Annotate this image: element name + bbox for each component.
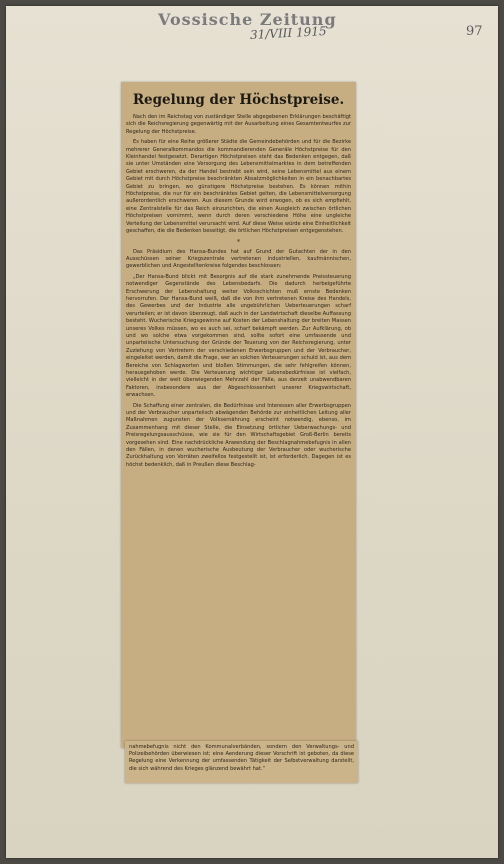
archive-page: [6, 6, 498, 858]
page-number: 97: [466, 24, 483, 39]
article-paragraph-5: Die Schaffung einer zentralen, die Bedürfnisse und Interessen aller Erwerbsgruppen und der Verbraucher unparteiisch abwägenden Behörde zur einheitlichen Leitung aller Maßnahmen zugunsten der Volksernährung erscheint notwendig, ebenso, im Zusammenhang mit dieser Stelle, die Einsetzung örtlicher Ueberwachungs- und Preisregelungsausschüsse, wie sie für den Wirtschaftsgebiet Groß-Berlin bereits vorgesehen sind. Eine nachdrückliche Anwendung der Beschlagnahmebefugnis in allen den Fällen, in denen wucherische Ausbeutung der Verbraucher oder wucherische Zurückhaltung von Vorräten zweifellos festgestellt ist, ist erforderlich. Dagegen ist es höchst bedenklich, daß in Preußen diese Beschlag-: [126, 402, 351, 468]
newspaper-clipping-continuation: [125, 741, 358, 783]
article-continuation: nahmebefugnis nicht den Kommunalverbänden, sondern den Verwaltungs- und Polizeibehörden überwiesen ist; eine Aenderung dieser Vorschrift ist geboten, da diese Regelung eine Verkennung der umfassenden Tätigkeit der Selbstverwaltung darstellt, die sich während des Krieges glänzend bewährt hat.“: [129, 744, 354, 772]
article-paragraph-4: „Der Hansa-Bund blickt mit Besorgnis auf die stark zunehmende Preissteuerung notwendiger Gegenstände des Lebensbedarfs. Die dadurch herbeigeführte Erschwerung der Lebenshaltung weiter Volksschichten muß ernste Bedenken hervorrufen. Der Hansa-Bund weiß, daß die von ihm vertretenen Kreise des Handels, des Gewerbes und der Industrie alle ungebührlichen Ueberteuerungen scharf verurteilen; er ist davon überzeugt, daß auch in der Landwirtschaft dieselbe Auffassung besteht. Wucherische Kriegsgewinne auf Kosten der Lebenshaltung der breiten Massen unseres Volkes müssen, wo es auch sei, scharf bekämpft werden. Zur Aufklärung, ob und wo solche etwa vorgekommen sind, sollte sofort eine umfassende und unparteiische Untersuchung der Gründe der Teuerung von der Reichsregierung, unter Zuziehung von Vertretern der verschiedenen Erwerbsgruppen und der Verbraucher, eingeleitet werden, damit die Frage, wer an solchen Verteuerungen schuld ist, aus dem Bereiche von Schlagworten und bloßen Stimmungen, die sehr fehlgreifen können, herausgehoben werde. Die Verteuerung wichtiger Lebensbedürfnisse ist vielfach, vielleicht in der weit überwiegenden Mehrzahl der Fälle, aus derzeit unabwendbaren Faktoren, insbesondere aus der Abgeschlossenheit unserer Kriegswirtschaft, erwachsen.: [126, 273, 351, 399]
handwritten-date: 31/VIII 1915: [249, 24, 327, 42]
newspaper-masthead: Vossische Zeitung: [158, 10, 337, 29]
article-headline: Regelung der Höchstpreise.: [132, 92, 345, 108]
article-paragraph-3: Das Präsidium des Hansa-Bundes hat auf Grund der Gutachten der in den Ausschüssen seiner Kriegszentrale vertretenen industriellen, kaufmännischen, gewerblichen und Angestelltenkreise folgendes beschlossen:: [126, 248, 351, 270]
newspaper-clipping: [121, 82, 356, 748]
section-separator: *: [237, 238, 240, 246]
article-paragraph-1: Nach den im Reichstag von zuständiger Stelle abgegebenen Erklärungen beschäftigt sich die Reichsregierung gegenwärtig mit der Ausarbeitung eines Gesamtentwurfes zur Regelung der Höchstpreise.: [126, 114, 351, 135]
article-paragraph-2: Es haben für eine Reihe größerer Städte die Gemeindebehörden und für die Bezirke mehrerer Generalkommandos die kommandierenden Generäle Höchstpreise für den Kleinhandel festgesetzt. Derartigen Höchstpreisen steht das Bedenken entgegen, daß sie unter Umständen eine Versorgung des Lebensmittelmarktes in dem betreffenden Gebiet erschweren, da der Handel bestrebt sein wird, seine Lebensmittel aus einem Gebiet mit durch Höchstpreise beschränkten Absatzmöglichkeiten in ein benachbartes Gebiet zu bringen, wo günstigere Höchstpreise bestehen. Es können mithin Höchstpreise, die nur für ein beschränktes Gebiet gelten, die Lebensmittelversorgung außerordentlich erschweren. Aus diesem Grunde wird erwogen, ob es sich empfiehlt, eine Zentralstelle für das Reich einzurichten, die einen Ausgleich zwischen örtlichen Höchstpreisen vornimmt, wenn durch deren verschiedene Höhe eine ungleiche Verteilung der Lebensmittel verursacht wird. Auf diese Weise würde eine Einheitlichkeit geschaffen, die die Bedenken beseitigt, die örtlichen Höchstpreisen entgegenstehen.: [126, 139, 351, 235]
